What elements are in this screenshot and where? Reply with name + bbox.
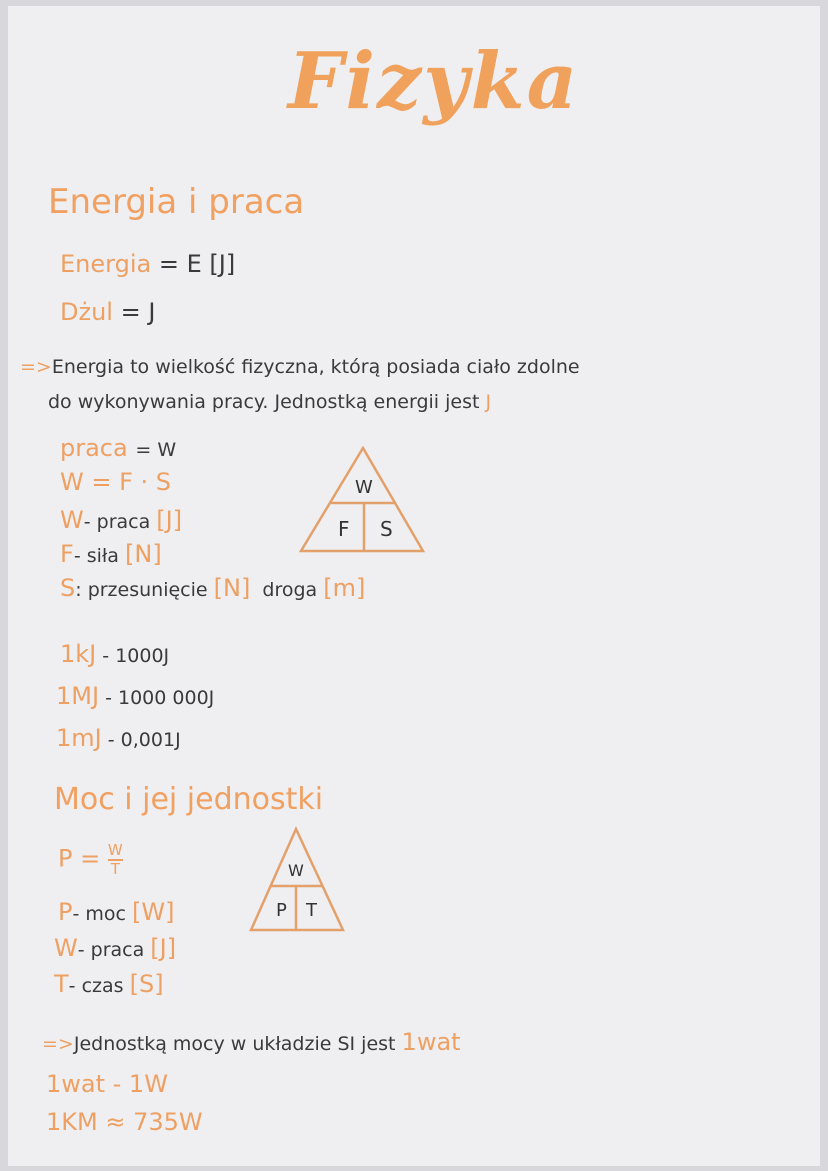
energy-label: Energia: [60, 250, 152, 278]
conversion-value: - 1000J: [102, 645, 170, 667]
joule-line: [60, 298, 155, 326]
def-line: [54, 934, 176, 962]
work-label: praca: [60, 434, 128, 462]
joule-label: Dżul: [60, 298, 113, 326]
statement-unit: 1wat: [401, 1028, 461, 1056]
def-text: siła: [86, 545, 119, 567]
def-line: [60, 574, 365, 602]
def-text: praca: [90, 939, 145, 961]
notebook-page: [8, 6, 820, 1166]
def-unit: [m]: [323, 574, 366, 602]
def-sep: :: [75, 579, 88, 601]
def-sep: -: [77, 939, 91, 961]
fraction: [108, 842, 123, 877]
triangle-left-label: P: [276, 900, 287, 921]
horsepower-equation: 1KM ≈ 735W: [46, 1108, 203, 1136]
def-text: droga: [262, 579, 318, 601]
def-symbol: P: [58, 898, 73, 926]
fraction-denominator: T: [110, 859, 120, 878]
statement-text: Jednostką mocy w układzie SI jest: [73, 1033, 396, 1055]
def-sep: -: [83, 511, 97, 533]
def-unit: [J]: [150, 934, 177, 962]
conversion-unit: 1MJ: [56, 682, 100, 710]
work-def: = W: [135, 439, 177, 461]
def-symbol: T: [54, 970, 69, 998]
energy-paragraph-line2: [48, 391, 491, 413]
arrow-icon: =>: [20, 356, 52, 378]
triangle-outline: [301, 448, 423, 551]
conversion-line: [56, 682, 214, 710]
def-unit: [S]: [129, 970, 164, 998]
paragraph-unit: J: [485, 391, 492, 413]
def-unit: [N]: [213, 574, 251, 602]
triangle-top-label: W: [288, 861, 304, 880]
def-unit: [N]: [125, 540, 162, 568]
triangle-left-label: F: [338, 517, 350, 541]
conversion-line: [56, 724, 181, 752]
conversion-value: - 1000 000J: [105, 687, 215, 709]
conversion-unit: 1mJ: [56, 724, 102, 752]
def-sep: -: [73, 545, 87, 567]
def-symbol: W: [60, 506, 84, 534]
conversion-unit: 1kJ: [60, 640, 97, 668]
power-unit-statement: [42, 1028, 461, 1056]
conversion-value: - 0,001J: [107, 729, 181, 751]
def-text: moc: [85, 903, 126, 925]
def-sep: -: [72, 903, 86, 925]
triangle-right-label: T: [306, 900, 317, 921]
section-heading-energy: Energia i praca: [48, 182, 305, 222]
paragraph-text: do wykonywania pracy. Jednostką energii jest: [48, 391, 480, 413]
conversion-line: [60, 640, 169, 668]
section-heading-power: Moc i jej jednostki: [54, 782, 324, 817]
energy-def: = E [J]: [158, 250, 236, 278]
triangle-top-label: W: [355, 477, 373, 498]
formula-lhs: P =: [58, 844, 101, 873]
joule-def: = J: [120, 298, 156, 326]
def-unit: [J]: [156, 506, 183, 534]
page-title: Fizyka: [288, 36, 580, 127]
def-text: praca: [96, 511, 151, 533]
def-symbol: S: [60, 574, 76, 602]
watt-equation: 1wat - 1W: [46, 1070, 168, 1098]
def-text: przesunięcie: [87, 579, 208, 601]
energy-paragraph-line1: [20, 356, 580, 378]
def-line: [58, 898, 175, 926]
def-text: czas: [81, 975, 124, 997]
work-symbol-line: [60, 434, 176, 462]
arrow-icon: =>: [42, 1033, 74, 1055]
def-line: [60, 540, 162, 568]
power-triangle-diagram: [248, 826, 348, 936]
def-line: [54, 970, 164, 998]
work-formula: W = F · S: [60, 468, 172, 496]
work-triangle-diagram: [298, 446, 428, 556]
def-sep: -: [68, 975, 82, 997]
triangle-right-label: S: [380, 517, 393, 541]
paragraph-text: Energia to wielkość fizyczna, którą posiada ciało zdolne: [51, 356, 580, 378]
power-formula: [58, 842, 123, 877]
def-symbol: F: [60, 540, 74, 568]
energy-symbol-line: [60, 250, 235, 278]
def-unit: [W]: [132, 898, 175, 926]
def-line: [60, 506, 182, 534]
def-symbol: W: [54, 934, 78, 962]
fraction-numerator: W: [107, 841, 123, 859]
